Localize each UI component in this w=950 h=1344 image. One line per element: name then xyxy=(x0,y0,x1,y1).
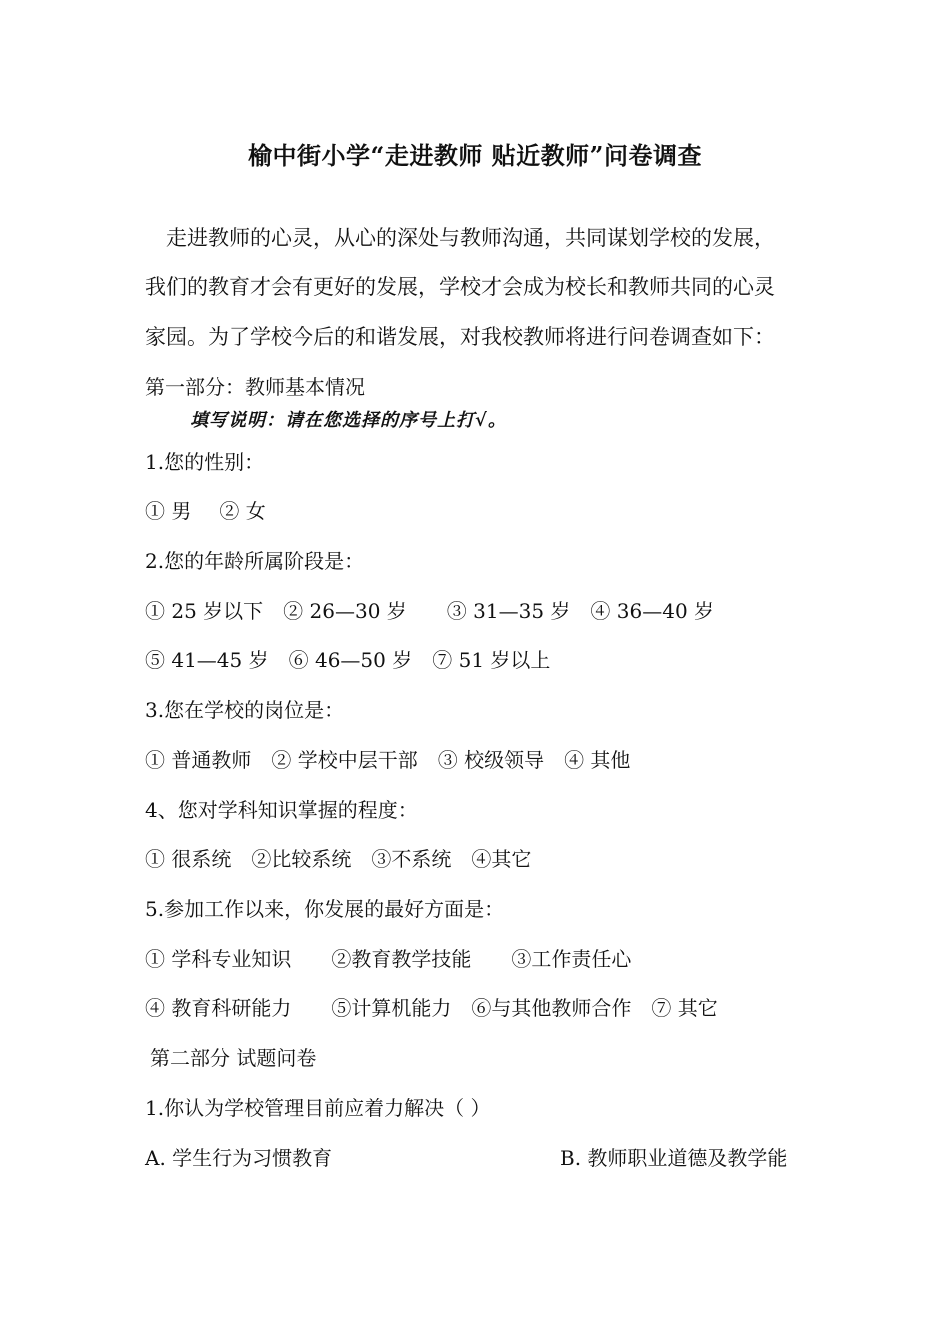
q4-option-1[interactable]: ① 很系统 xyxy=(145,847,232,871)
fill-instruction: 填写说明：请在您选择的序号上打√。 xyxy=(190,410,507,431)
q1-option-male[interactable]: ① 男 xyxy=(145,499,192,523)
q5-option-7[interactable]: ⑦ 其它 xyxy=(651,996,718,1020)
q3-option-4[interactable]: ④ 其他 xyxy=(564,748,631,772)
q3-options xyxy=(145,745,630,775)
q5-options-row-1 xyxy=(145,944,631,974)
q2-question: 2.您的年龄所属阶段是： xyxy=(145,549,365,573)
q4-option-4[interactable]: ④其它 xyxy=(471,847,532,871)
q2-option-3[interactable]: ③ 31—35 岁 xyxy=(446,599,571,623)
q3-option-2[interactable]: ② 学校中层干部 xyxy=(271,748,418,772)
q2-option-2[interactable]: ② 26—30 岁 xyxy=(283,599,407,623)
q1-option-female[interactable]: ② 女 xyxy=(219,499,266,523)
q4-option-3[interactable]: ③不系统 xyxy=(371,847,452,871)
part2-heading: 第二部分 试题问卷 xyxy=(150,1046,317,1070)
q4-option-2[interactable]: ②比较系统 xyxy=(251,847,352,871)
intro-line-2: 我们的教育才会有更好的发展，学校才会成为校长和教师共同的心灵 xyxy=(145,275,775,299)
q1-question: 1.您的性别： xyxy=(145,450,265,474)
q4-options xyxy=(145,844,531,874)
intro-line-1: 走进教师的心灵，从心的深处与教师沟通，共同谋划学校的发展， xyxy=(166,226,775,250)
part1-heading: 第一部分：教师基本情况 xyxy=(145,375,365,399)
q4-question: 4、您对学科知识掌握的程度： xyxy=(145,798,418,822)
q5-option-5[interactable]: ⑤计算机能力 xyxy=(331,996,452,1020)
part2-q1-option-a[interactable]: A. 学生行为习惯教育 xyxy=(145,1146,333,1170)
q3-question: 3.您在学校的岗位是： xyxy=(145,698,345,722)
document-title: 榆中街小学“走进教师 贴近教师”问卷调查 xyxy=(248,141,702,170)
q2-options-row-1 xyxy=(145,596,714,626)
q5-option-4[interactable]: ④ 教育科研能力 xyxy=(145,996,292,1020)
intro-line-3: 家园。为了学校今后的和谐发展，对我校教师将进行问卷调查如下： xyxy=(145,325,775,349)
q2-option-7[interactable]: ⑦ 51 岁以上 xyxy=(432,648,551,672)
part2-q1-option-b[interactable]: B. 教师职业道德及教学能 xyxy=(560,1146,788,1170)
q5-option-6[interactable]: ⑥与其他教师合作 xyxy=(471,996,632,1020)
q5-option-2[interactable]: ②教育教学技能 xyxy=(331,947,472,971)
q5-option-1[interactable]: ① 学科专业知识 xyxy=(145,947,292,971)
q5-question: 5.参加工作以来，你发展的最好方面是： xyxy=(145,897,505,921)
q3-option-3[interactable]: ③ 校级领导 xyxy=(437,748,545,772)
q2-option-5[interactable]: ⑤ 41—45 岁 xyxy=(145,648,269,672)
q2-option-1[interactable]: ① 25 岁以下 xyxy=(145,599,264,623)
q5-options-row-2 xyxy=(145,993,718,1023)
q3-option-1[interactable]: ① 普通教师 xyxy=(145,748,252,772)
part2-q1-question: 1.你认为学校管理目前应着力解决（ ） xyxy=(145,1096,491,1120)
q1-options xyxy=(145,496,266,526)
q5-option-3[interactable]: ③工作责任心 xyxy=(511,947,632,971)
q2-option-6[interactable]: ⑥ 46—50 岁 xyxy=(288,648,413,672)
q2-options-row-2 xyxy=(145,645,550,675)
q2-option-4[interactable]: ④ 36—40 岁 xyxy=(590,599,715,623)
